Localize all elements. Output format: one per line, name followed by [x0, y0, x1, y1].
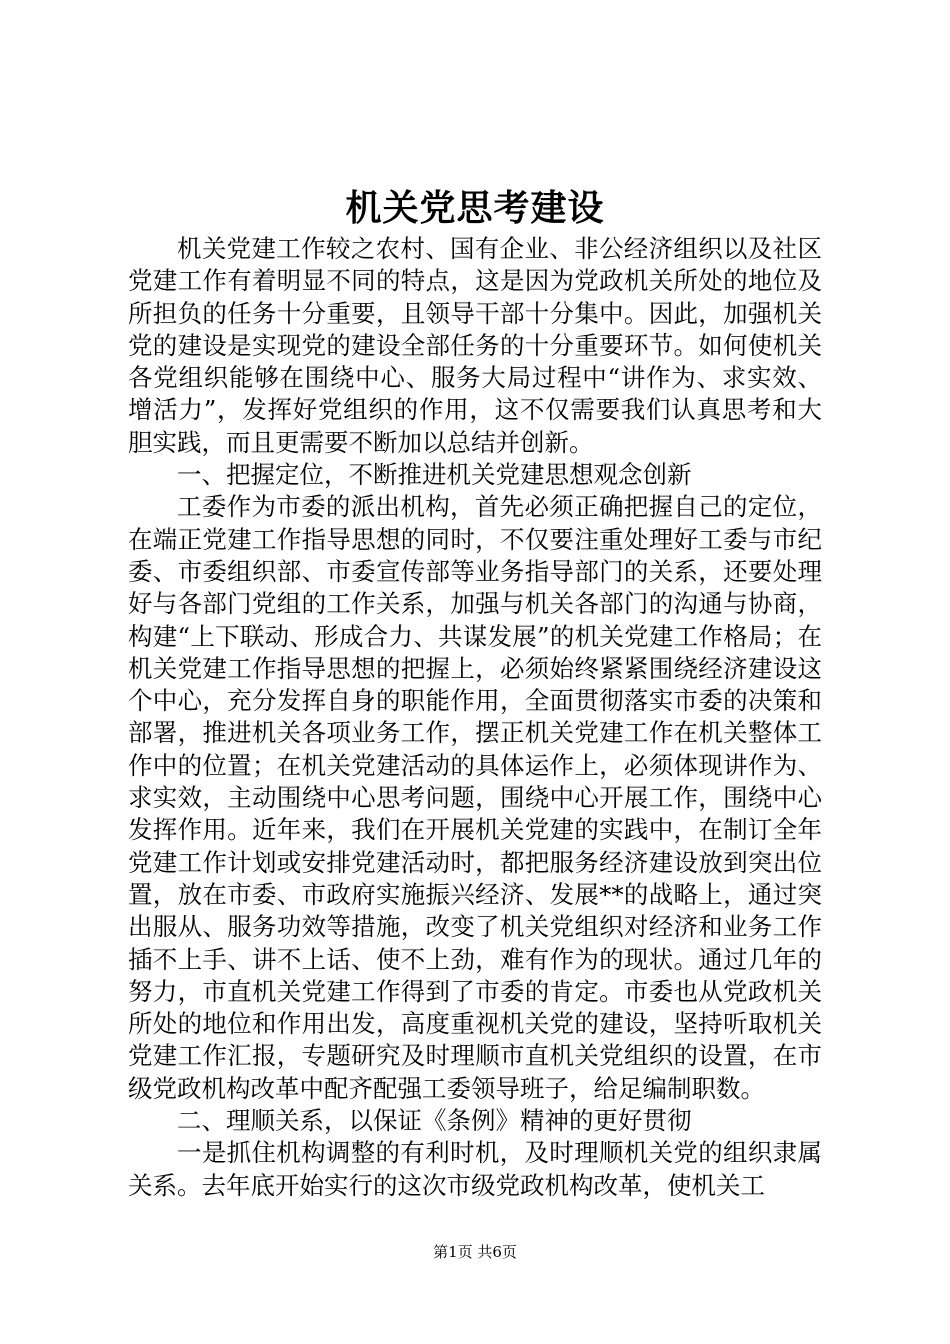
- document-title: 机关党思考建设: [345, 187, 605, 229]
- page-number-footer: 第1页 共6页: [433, 1243, 517, 1261]
- paragraph-section-2: 一是抓住机构调整的有利时机，及时理顺机关党的组织隶属关系。去年底开始实行的这次市级党政机构改革，使机关工: [128, 1138, 822, 1200]
- section-heading-1: 一、把握定位，不断推进机关党建思想观念创新: [177, 460, 692, 490]
- document-body: [128, 233, 822, 1202]
- paragraph-section-1: 工委作为市委的派出机构，首先必须正确把握自己的定位，在端正党建工作指导思想的同时，不仅要注重处理好工委与市纪委、市委组织部、市委宣传部等业务指导部门的关系，还要处理好与各部门党组的工作关系，加强与机关各部门的沟通与协商，构建“上下联动、形成合力、共谋发展”的机关党建工作格局；在机关党建工作指导思想的把握上，必须始终紧紧围绕经济建设这个中心，充分发挥自身的职能作用，全面贯彻落实市委的决策和部署，推进机关各项业务工作，摆正机关党建工作在机关整体工作中的位置；在机关党建活动的具体运作上，必须体现讲作为、求实效，主动围绕中心思考问题，围绕中心开展工作，围绕中心发挥作用。近年来，我们在开展机关党建的实践中，在制订全年党建工作计划或安排党建活动时，都把服务经济建设放到突出位置，放在市委、市政府实施振兴经济、发展**的战略上，通过突出服从、服务功效等措施，改变了机关党组织对经济和业务工作插不上手、讲不上话、使不上劲，难有作为的现状。通过几年的努力，市直机关党建工作得到了市委的肯定。市委也从党政机关所处的地位和作用出发，高度重视机关党的建设，坚持听取机关党建工作汇报，专题研究及时理顺市直机关党组织的设置，在市级党政机构改革中配齐配强工委领导班子，给足编制职数。: [128, 492, 822, 1103]
- paragraph-intro: 机关党建工作较之农村、国有企业、非公经济组织以及社区党建工作有着明显不同的特点，这是因为党政机关所处的地位及所担负的任务十分重要，且领导干部十分集中。因此，加强机关党的建设是实现党的建设全部任务的十分重要环节。如何使机关各党组织能够在围绕中心、服务大局过程中“讲作为、求实效、增活力”，发挥好党组织的作用，这不仅需要我们认真思考和大胆实践，而且更需要不断加以总结并创新。: [128, 234, 822, 457]
- section-heading-2: 二、理顺关系，以保证《条例》精神的更好贯彻: [177, 1106, 692, 1136]
